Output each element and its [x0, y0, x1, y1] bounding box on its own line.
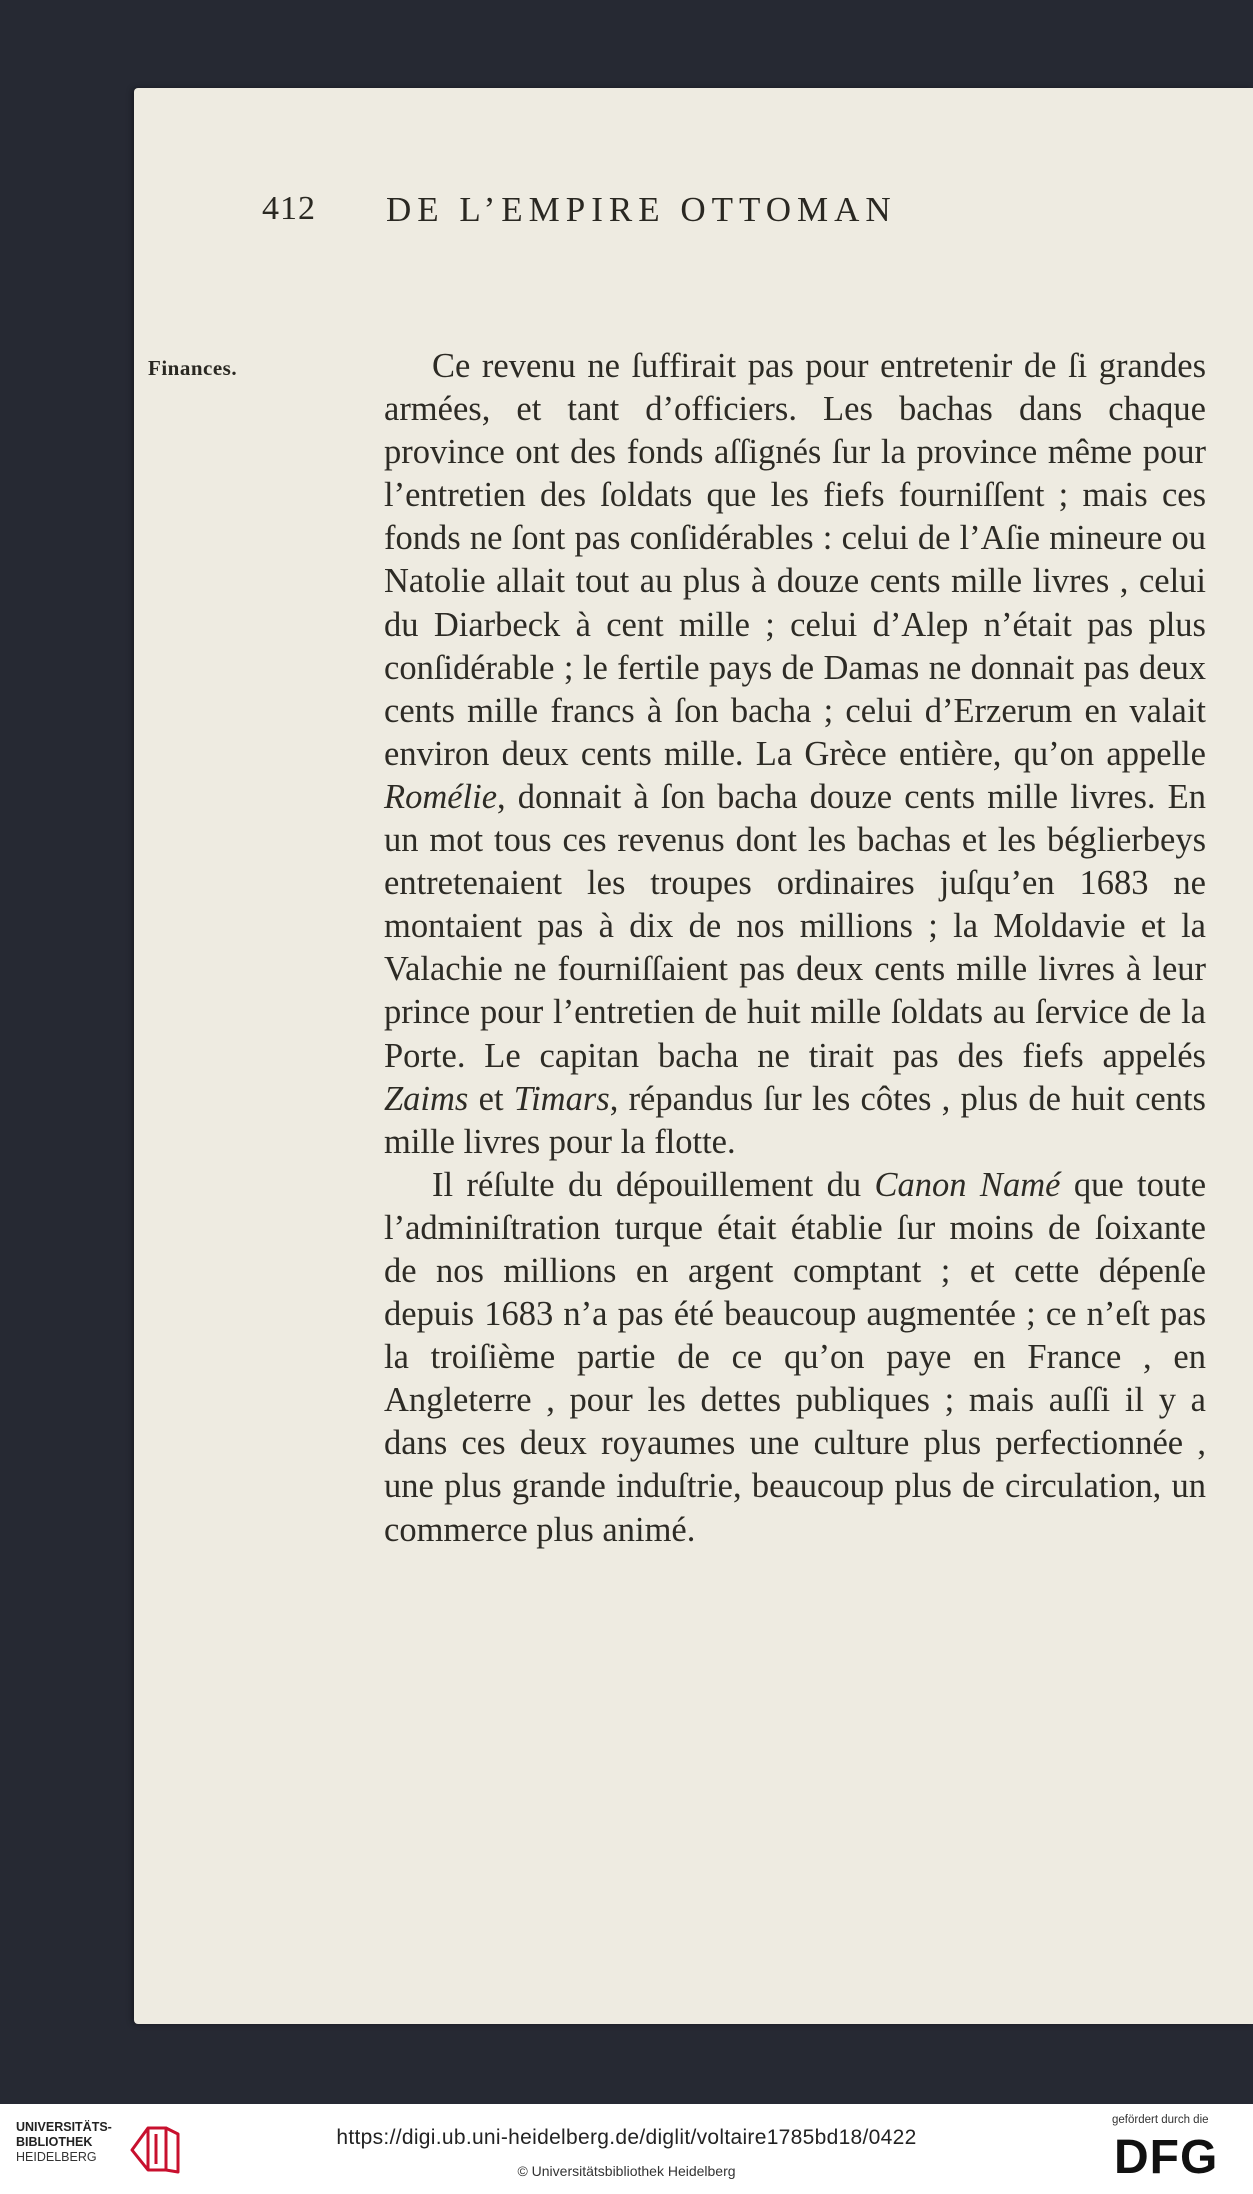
body-text: [384, 345, 1206, 1552]
footer-bar: [0, 2104, 1253, 2194]
text-run: et: [468, 1079, 514, 1118]
page-url-link[interactable]: https://digi.ub.uni-heidelberg.de/diglit/voltaire1785bd18/0422: [336, 2126, 917, 2149]
italic-term: Zaims: [384, 1079, 469, 1118]
paragraph: [384, 345, 1206, 1164]
italic-term: Romélie: [384, 777, 498, 816]
running-head: [262, 190, 1082, 240]
sponsor-caption: gefördert durch die: [1112, 2114, 1209, 2126]
running-head-title: DE L’EMPIRE OTTOMAN: [386, 190, 897, 229]
margin-note: Finances.: [148, 356, 238, 380]
dfg-logo-icon: DFG: [1114, 2131, 1219, 2184]
page-number: 412: [262, 190, 316, 227]
italic-term: Canon Namé: [874, 1165, 1061, 1204]
text-run: que toute l’adminiſtration turque était établie ſur moins de ſoixante de nos millions en argent comptant ; et cette dépenſe depuis 1683 n’a pas été beaucoup augmentée ; ce n’eſt pas la troiſième partie de ce qu’on paye en France , en Angleterre , pour les dettes publiques ; mais auſſi il y a dans ces deux royaumes une culture plus perfectionnée , une plus grande induſtrie, beaucoup plus de circulation, un commerce plus animé.: [384, 1165, 1207, 1549]
text-run: Il réſulte du dépouillement du: [432, 1165, 875, 1204]
italic-term: Timars: [513, 1079, 610, 1118]
library-name-line1: UNIVERSITÄTS-: [16, 2120, 112, 2134]
text-run: , répandus ſur les côtes , plus de huit cents mille livres pour la flotte.: [384, 1079, 1206, 1161]
paragraph: [384, 1164, 1206, 1552]
text-run: Ce revenu ne ſuffirait pas pour entretenir de ſi grandes armées, et tant d’officiers. Les bachas dans chaque province ont des fonds aſſignés ſur la province même pour l’entretien des ſoldats que les fiefs fourniſſent ; mais ces fonds ne ſont pas conſidérables : celui de l’Aſie mineure ou Natolie allait tout au plus à douze cents mille livres , celui du Diarbeck à cent mille ; celui d’Alep n’était pas plus conſidérable ; le fertile pays de Damas ne donnait pas deux cents mille francs à ſon bacha ; celui d’Erzerum en valait environ deux cents mille. La Grèce entière, qu’on appelle: [384, 347, 1206, 773]
library-name-line3: HEIDELBERG: [16, 2150, 97, 2164]
sponsor-logo[interactable]: [1112, 2114, 1242, 2186]
library-name-line2: BIBLIOTHEK: [16, 2135, 93, 2149]
copyright-notice: © Universitätsbibliothek Heidelberg: [517, 2163, 736, 2179]
text-run: , donnait à ſon bacha douze cents mille livres. En un mot tous ces revenus dont les bachas et les béglierbeys entretenaient les troupes ordinaires juſqu’en 1683 ne montaient pas à dix de nos millions ; la Moldavie et la Valachie ne fourniſſaient pas deux cents mille livres à leur prince pour l’entretien de huit mille ſoldats au ſervice de la Porte. Le capitan bacha ne tirait pas des fiefs appelés: [384, 777, 1206, 1075]
